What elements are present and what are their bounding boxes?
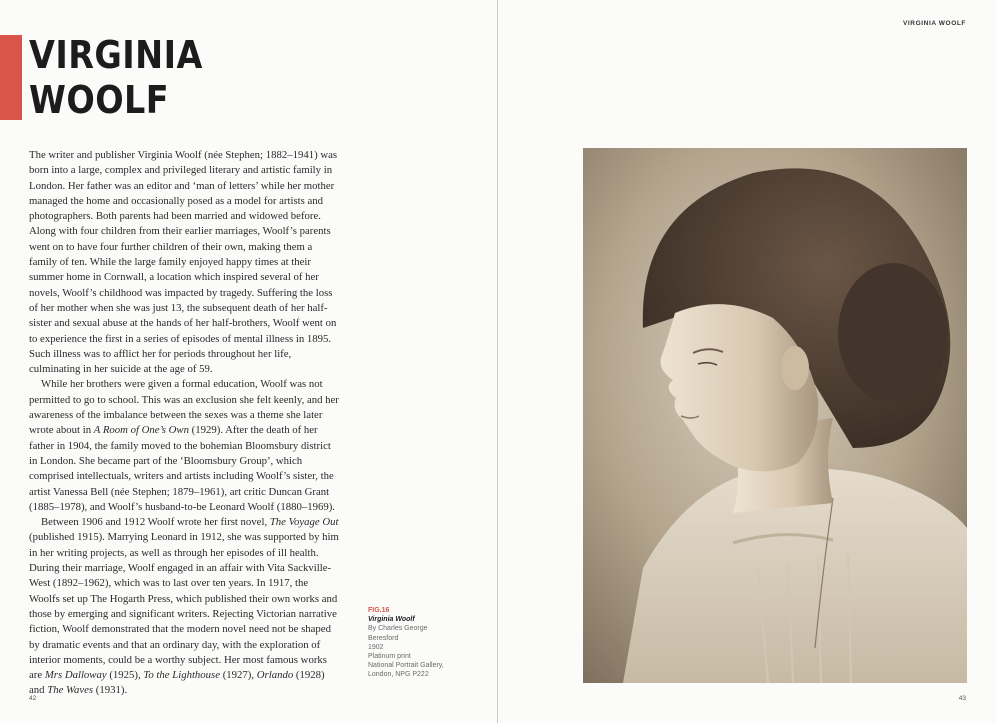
book-title: A Room of One’s Own bbox=[93, 424, 189, 437]
body-text-run: Between 1906 and 1912 Woolf wrote her first novel, bbox=[41, 516, 270, 529]
body-paragraph bbox=[29, 148, 341, 377]
page-number-right: 43 bbox=[958, 695, 966, 702]
book-title: Mrs Dalloway bbox=[44, 669, 107, 682]
body-paragraph bbox=[29, 515, 341, 699]
book-title: Orlando bbox=[256, 669, 294, 682]
book-title: The Waves bbox=[47, 684, 94, 697]
right-page bbox=[498, 0, 996, 723]
body-text-run: (1927), bbox=[220, 669, 257, 682]
body-paragraph bbox=[29, 377, 341, 515]
body-text-run: (1928) and bbox=[29, 669, 325, 697]
body-text-run: (published 1915). Marrying Leonard in 1912, she was supported by him in her writing projects, as well as through her episodes of ill health. During their marriage, Woolf engaged in an affair with Vita Sackville-West (1892–1962), which was to last over ten years. In 1917, the Woolfs set up The Hogarth Press, which published their own works and those by emerging and significant writers. Rejecting Victorian narrative fiction, Woolf demonstrated that the modern novel need not be shaped by dramatic events and that an ordinary day, with the exploration of interior moments, could be a worthy subject. Her most famous works are bbox=[29, 531, 339, 682]
portrait-illustration bbox=[583, 148, 967, 683]
caption-line: Beresford bbox=[368, 634, 399, 642]
body-text-run: (1931). bbox=[93, 684, 128, 697]
body-text-run: While her brothers were given a formal education, Woolf was not permitted to go to school. This was an exclusion she felt keenly, and her awareness of the imbalance between the sexes was a theme she later wrote about in bbox=[29, 378, 339, 437]
caption-line: 1902 bbox=[368, 643, 384, 651]
book-title: To the Lighthouse bbox=[143, 669, 221, 682]
figure-label: FIG.16 bbox=[368, 607, 390, 614]
caption-line: By Charles George bbox=[368, 625, 428, 633]
caption-line: Platinum print bbox=[368, 653, 411, 661]
portrait-photo bbox=[583, 148, 967, 683]
page-number-left: 42 bbox=[29, 695, 37, 702]
body-text bbox=[29, 148, 341, 699]
caption-line: National Portrait Gallery, bbox=[368, 662, 444, 670]
running-head: VIRGINIA WOOLF bbox=[902, 20, 966, 27]
book-title: The Voyage Out bbox=[269, 516, 339, 529]
title-accent-bar bbox=[0, 35, 22, 120]
body-text-run: (1925), bbox=[106, 669, 144, 682]
title-line-1: VIRGINIA bbox=[29, 33, 203, 77]
title-line-2: WOOLF bbox=[29, 78, 170, 122]
page-title bbox=[29, 33, 203, 123]
figure-caption bbox=[368, 606, 488, 680]
body-text-run: (1929). After the death of her father in 1904, the family moved to the bohemian Bloomsbury district in London. She became part of the ‘Bloomsbury Group’, which comprised intellectuals, writers and artists including Woolf’s sister, the artist Vanessa Bell (née Stephen; 1879–1961), art critic Duncan Grant (1885–1978), and Woolf’s husband-to-be Leonard Woolf (1880–1969). bbox=[29, 424, 335, 513]
figure-title: Virginia Woolf bbox=[368, 616, 415, 624]
left-page bbox=[0, 0, 497, 723]
caption-line: London, NPG P222 bbox=[368, 671, 429, 679]
body-text-run: The writer and publisher Virginia Woolf (née Stephen; 1882–1941) was born into a large, complex and privileged literary and artistic family in London. Her father was an editor and ‘man of letters’ while her mother managed the home and occasionally posed as a model for artists and photographers. Both parents had been married and widowed before. Along with four children from their earlier marriages, Woolf’s parents went on to have four further children of their own, making them a family of ten. While the large family enjoyed happy times at their summer home in Cornwall, a location which inspired several of her novels, Woolf’s childhood was impacted by tragedy. Suffering the loss of her mother when she was just 13, the subsequent death of her half-sister and sexual abuse at the hands of her half-brothers, Woolf went on to experience the first in a series of episodes of mental illness in 1895. Such illness was to afflict her for periods throughout her life, culminating in her suicide at the age of 59. bbox=[29, 149, 338, 376]
